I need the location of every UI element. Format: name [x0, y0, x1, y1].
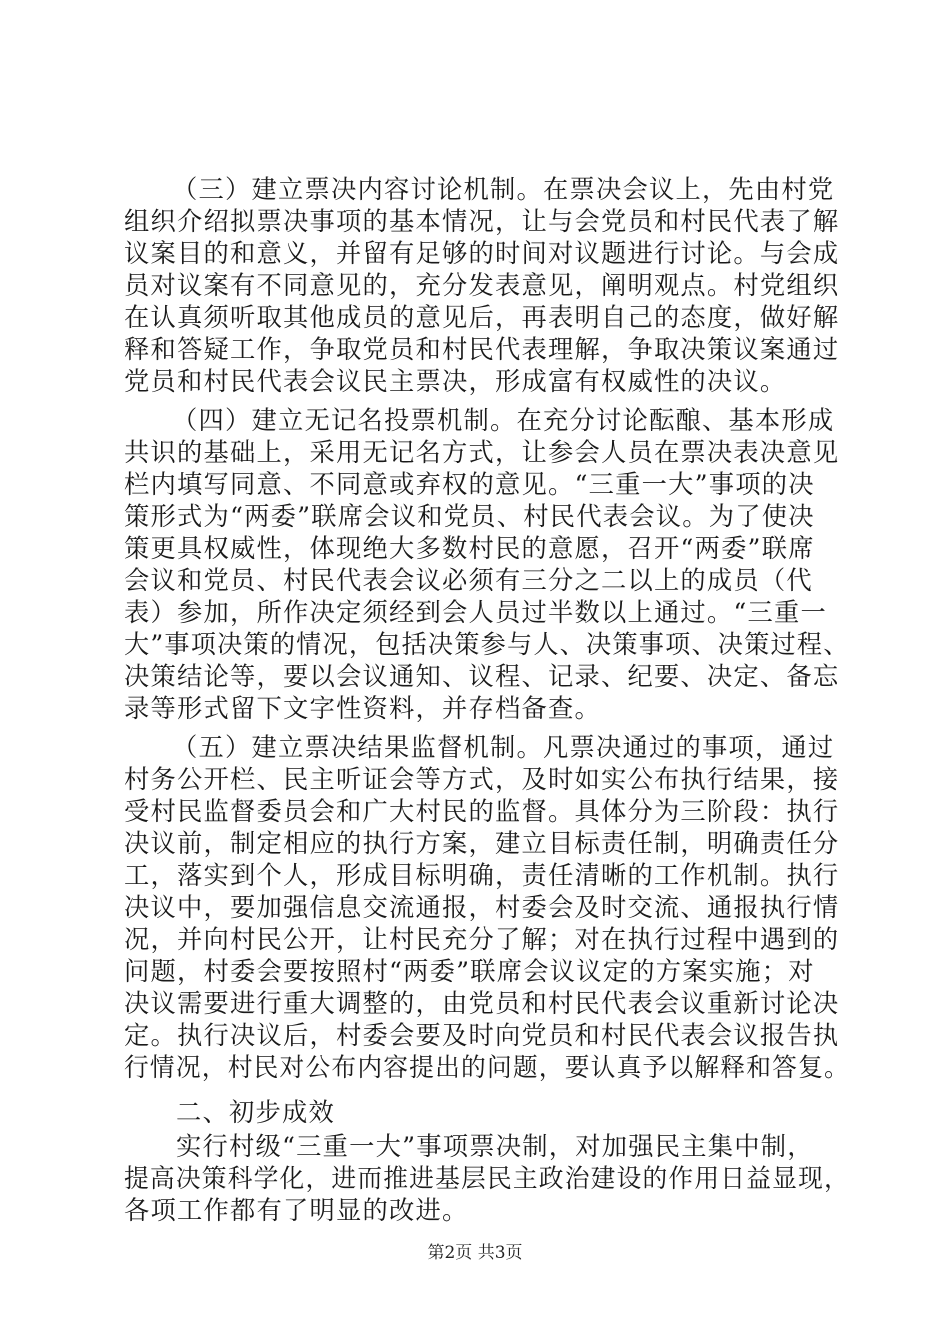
section-4-line-2: 共识的基础上，采用无记名方式，让参会人员在票决表决意见: [124, 438, 840, 467]
section-4-line-3: 栏内填写同意、不同意或弃权的意见。“三重一大”事项的决: [124, 470, 815, 499]
section-3-line-4: 员对议案有不同意见的，充分发表意见，阐明观点。村党组织: [124, 271, 840, 300]
results-line-3: 各项工作都有了明显的改进。: [124, 1196, 469, 1225]
section-4-line-4: 策形式为“两委”联席会议和党员、村民代表会议。为了使决: [124, 502, 815, 531]
results-line-1: 实行村级“三重一大”事项票决制，对加强民主集中制，: [176, 1132, 814, 1161]
section-5-line-11: 行情况，村民对公布内容提出的问题，要认真予以解释和答复。: [124, 1053, 850, 1082]
section-3-line-2: 组织介绍拟票决事项的基本情况，让与会党员和村民代表了解: [124, 207, 840, 236]
section-4-line-6: 会议和党员、村民代表会议必须有三分之二以上的成员（代: [124, 566, 813, 595]
section-4-line-5: 策更具权威性，体现绝大多数村民的意愿，召开“两委”联席: [124, 534, 815, 563]
section-4-line-8: 大”事项决策的情况，包括决策参与人、决策事项、决策过程、: [124, 630, 850, 659]
section-5-line-8: 问题，村委会要按照村“两委”联席会议议定的方案实施；对: [124, 957, 815, 986]
section-heading-results: 二、初步成效: [176, 1098, 335, 1127]
section-5-line-3: 受村民监督委员会和广大村民的监督。具体分为三阶段：执行: [124, 797, 840, 826]
section-5-line-7: 况，并向村民公开，让村民充分了解；对在执行过程中遇到的: [124, 925, 840, 954]
section-5-line-4: 决议前，制定相应的执行方案，建立目标责任制，明确责任分: [124, 829, 840, 858]
section-3-line-3: 议案目的和意义，并留有足够的时间对议题进行讨论。与会成: [124, 239, 840, 268]
page-number-footer: 第2页 共3页: [427, 1243, 523, 1263]
results-line-2: 提高决策科学化，进而推进基层民主政治建设的作用日益显现，: [124, 1164, 850, 1193]
section-5-line-2: 村务公开栏、民主听证会等方式，及时如实公布执行结果，接: [124, 765, 840, 794]
section-5-line-9: 决议需要进行重大调整的，由党员和村民代表会议重新讨论决: [124, 989, 840, 1018]
section-5-line-10: 定。执行决议后，村委会要及时向党员和村民代表会议报告执: [124, 1021, 840, 1050]
section-4-line-1: （四）建立无记名投票机制。在充分讨论酝酿、基本形成: [172, 406, 835, 435]
section-3-line-7: 党员和村民代表会议民主票决，形成富有权威性的决议。: [124, 367, 787, 396]
section-3-line-6: 释和答疑工作，争取党员和村民代表理解，争取决策议案通过: [124, 335, 840, 364]
section-3-line-1: （三）建立票决内容讨论机制。在票决会议上，先由村党: [172, 175, 835, 204]
section-5-line-1: （五）建立票决结果监督机制。凡票决通过的事项，通过: [172, 733, 835, 762]
section-5-line-6: 决议中，要加强信息交流通报，村委会及时交流、通报执行情: [124, 893, 840, 922]
section-4-line-7: 表）参加，所作决定须经到会人员过半数以上通过。“三重一: [124, 598, 828, 627]
section-5-line-5: 工，落实到个人，形成目标明确，责任清晰的工作机制。执行: [124, 861, 840, 890]
section-4-line-10: 录等形式留下文字性资料，并存档备查。: [124, 694, 601, 723]
section-4-line-9: 决策结论等，要以会议通知、议程、记录、纪要、决定、备忘: [124, 662, 840, 691]
section-3-line-5: 在认真须听取其他成员的意见后，再表明自己的态度，做好解: [124, 303, 840, 332]
